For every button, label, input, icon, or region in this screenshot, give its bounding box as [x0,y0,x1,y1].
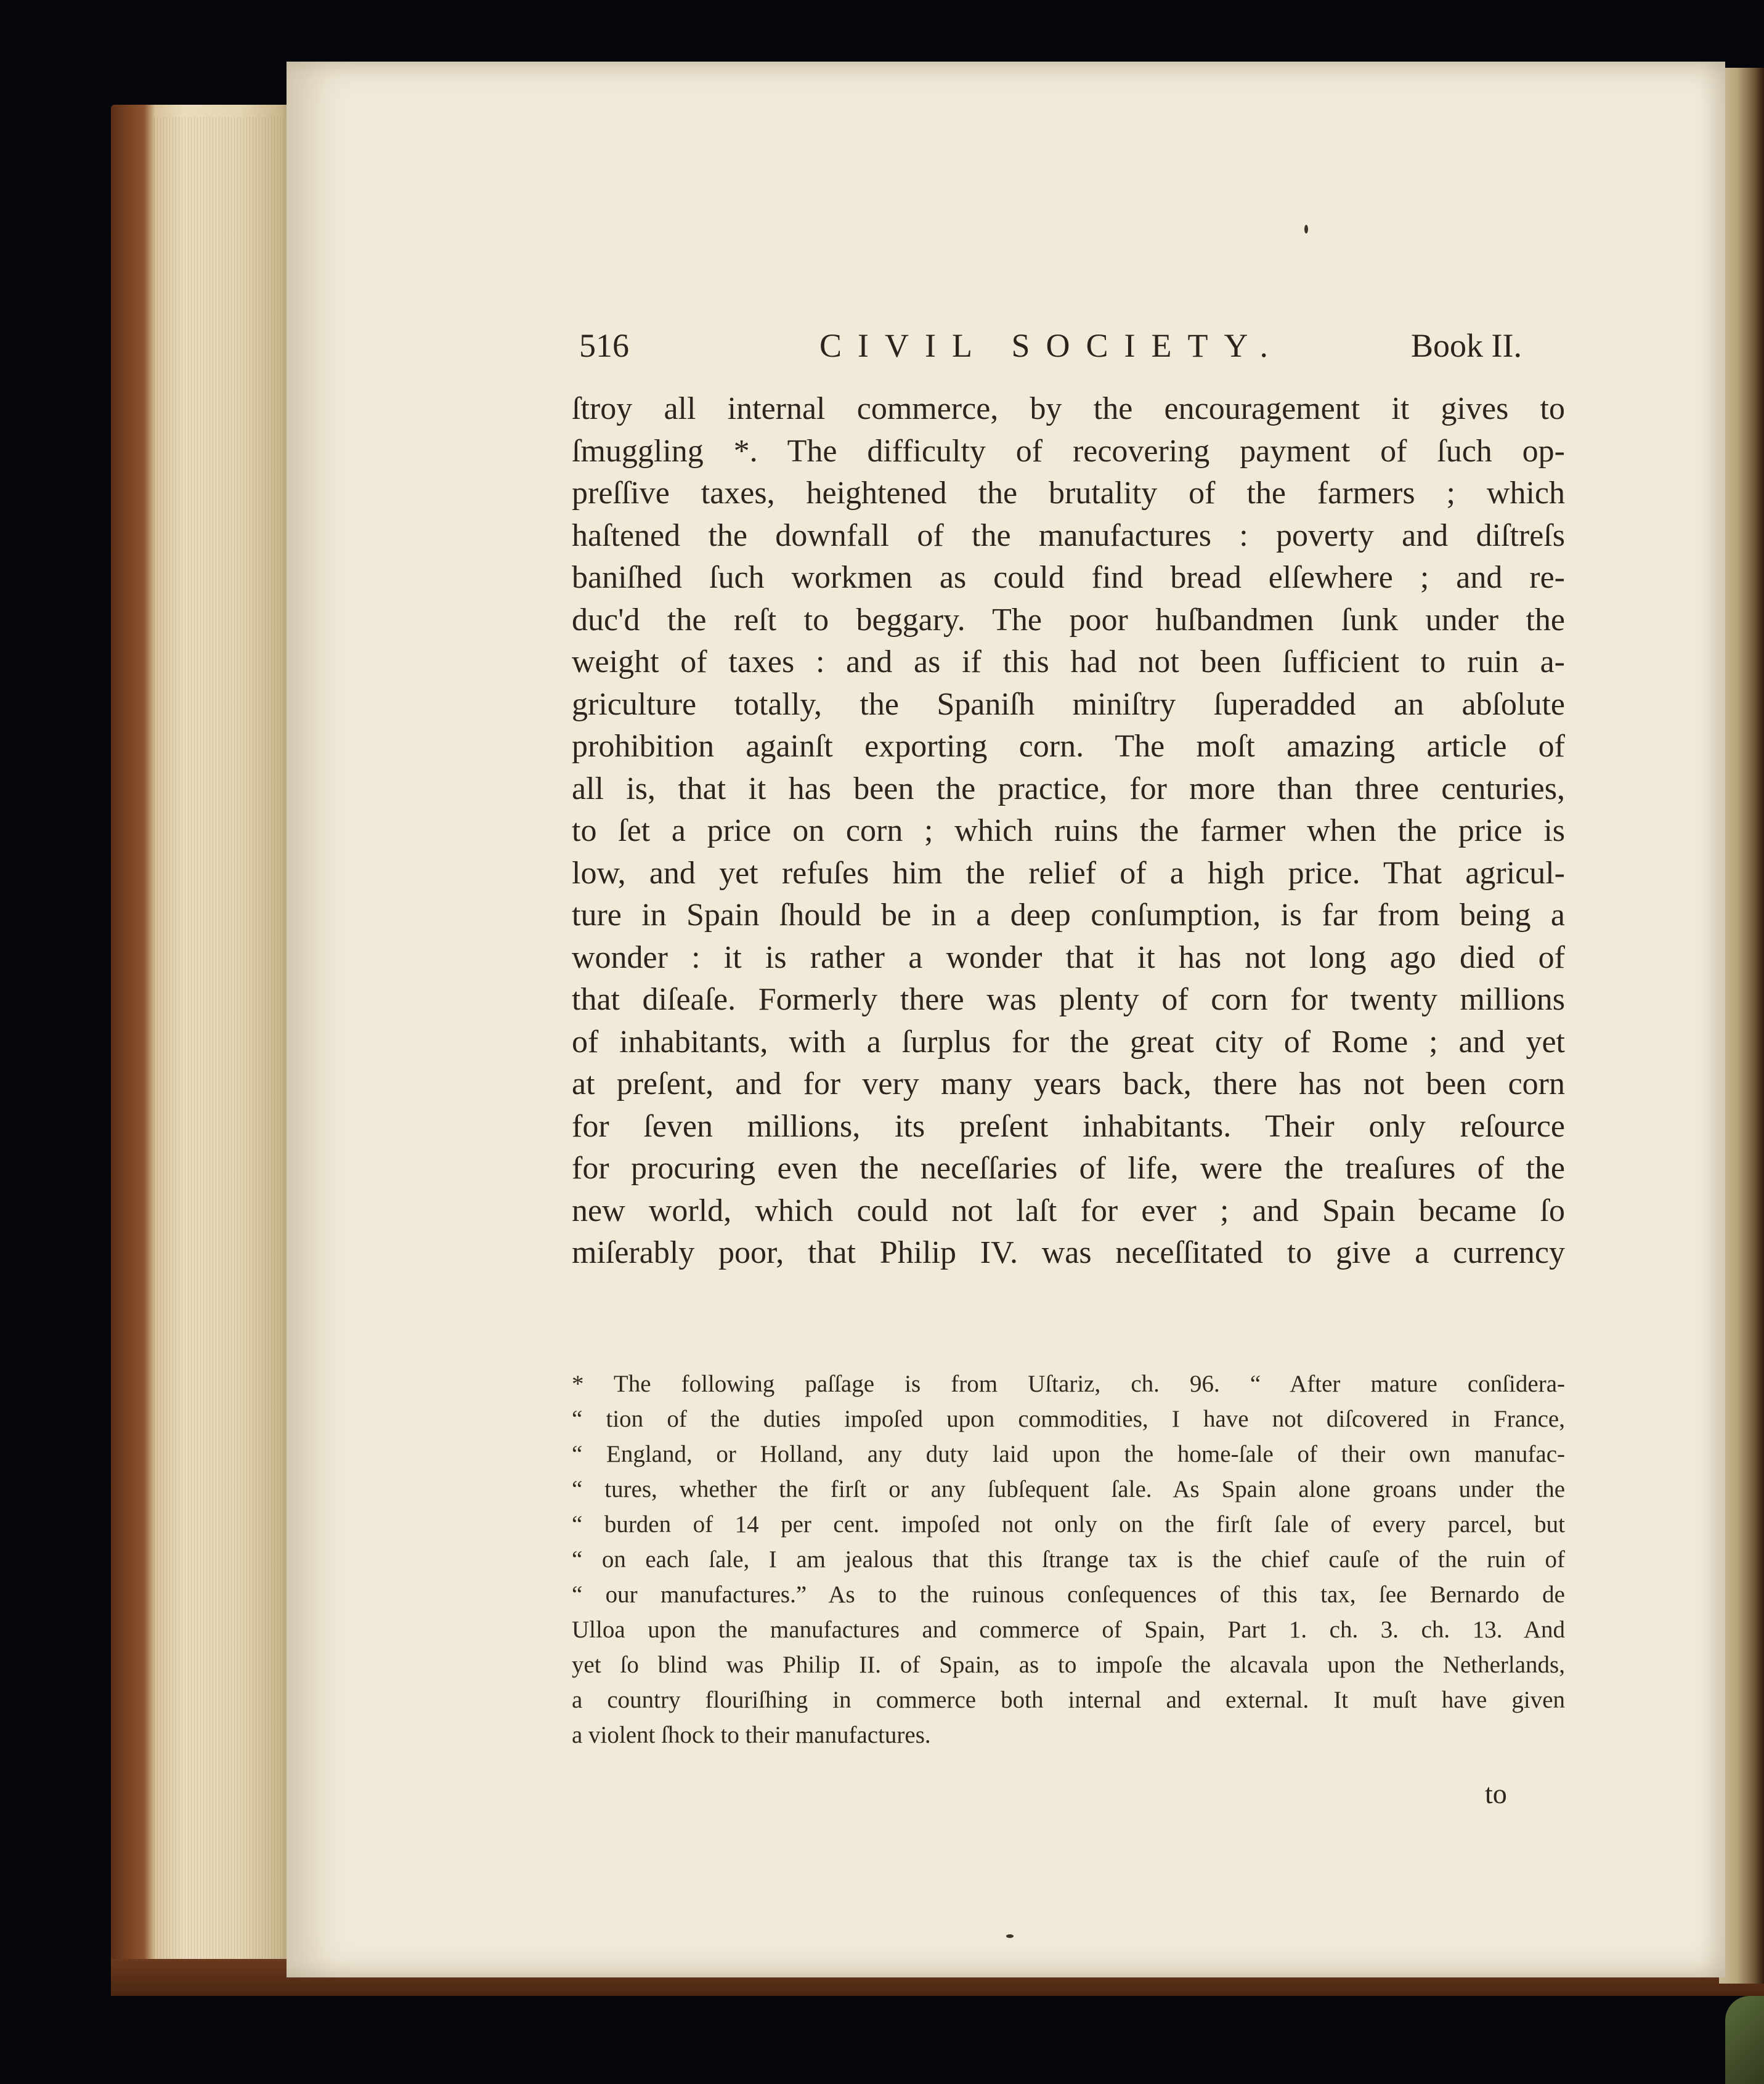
footnote-line: “ burden of 14 per cent. impoſed not only on the firſt ſale of every parcel, but [572,1511,1565,1538]
body-line: prohibition againſt exporting corn. The moſt amazing article of [572,729,1565,764]
section-title: CIVIL SOCIETY. [819,327,1284,364]
body-line: ſtroy all internal commerce, by the encouragement it gives to [572,391,1565,426]
body-line: of inhabitants, with a ſurplus for the great city of Rome ; and yet [572,1024,1565,1060]
book-page [287,62,1725,1977]
body-line: baniſhed ſuch workmen as could find bread elſewhere ; and re- [572,560,1565,595]
footnote-line: yet ſo blind was Philip II. of Spain, as to impoſe the alcavala upon the Netherlands, [572,1652,1565,1678]
body-line: ture in Spain ſhould be in a deep conſumption, is far from being a [572,898,1565,933]
body-text [572,388,1565,1275]
footnote-line: “ tion of the duties impoſed upon commodities, I have not diſcovered in France, [572,1406,1565,1432]
footnote-line: “ our manufactures.” As to the ruinous conſequences of this tax, ſee Bernardo de [572,1581,1565,1608]
body-line: weight of taxes : and as if this had not been ſufficient to ruin a- [572,644,1565,679]
body-line: new world, which could not laſt for ever ; and Spain became ſo [572,1193,1565,1228]
book-label: Book II. [1411,327,1522,364]
page-edge-lines [154,117,290,1959]
body-line: duc'd the reſt to beggary. The poor huſbandmen ſunk under the [572,602,1565,638]
body-line: haſtened the downfall of the manufactures : poverty and diſtreſs [572,517,1565,553]
footnote-line: a violent ſhock to their manufactures. [572,1722,931,1748]
body-line: that diſeaſe. Formerly there was plenty of corn for twenty millions [572,982,1565,1017]
footnote-line: “ tures, whether the firſt or any ſubſequent ſale. As Spain alone groans under the [572,1476,1565,1502]
body-line: griculture totally, the Spaniſh miniſtry ſuperadded an abſolute [572,686,1565,722]
ink-speck [1304,225,1308,233]
footnote-line: * The following paſſage is from Uſtariz, ch. 96. “ After mature conſidera- [572,1371,1565,1397]
footnote-line: Ulloa upon the manufactures and commerce of Spain, Part 1. ch. 3. ch. 13. And [572,1616,1565,1643]
footnote-line: “ England, or Holland, any duty laid upon the home-ſale of their own manufac- [572,1441,1565,1467]
book-page-edges-left [111,105,296,1971]
body-line: all is, that it has been the practice, for more than three centuries, [572,771,1565,806]
book-page-edges-right [1719,68,1764,1984]
body-line: wonder : it is rather a wonder that it has not long ago died of [572,939,1565,975]
running-head [287,326,1725,370]
body-line: ſmuggling *. The difficulty of recovering payment of ſuch op- [572,433,1565,469]
body-line: low, and yet refuſes him the relief of a high price. That agricul- [572,855,1565,891]
page-number: 516 [579,327,629,364]
body-line: to ſet a price on corn ; which ruins the farmer when the price is [572,813,1565,848]
footnote-line: “ on each ſale, I am jealous that this ſtrange tax is the chief cauſe of the ruin of [572,1546,1565,1573]
body-line: for procuring even the neceſſaries of life, were the treaſures of the [572,1151,1565,1186]
footnote [572,1366,1565,1753]
body-line: miſerably poor, that Philip IV. was neceſſitated to give a currency [572,1235,1565,1270]
ink-speck [1006,1934,1014,1938]
body-line: at preſent, and for very many years back, there has not been corn [572,1066,1565,1101]
body-line: for ſeven millions, its preſent inhabitants. Their only reſource [572,1108,1565,1144]
body-line: preſſive taxes, heightened the brutality of the farmers ; which [572,476,1565,511]
leaf-corner-icon [1725,1996,1764,2084]
catchword: to [1485,1778,1507,1809]
footnote-line: a country flouriſhing in commerce both internal and external. It muſt have given [572,1687,1565,1713]
